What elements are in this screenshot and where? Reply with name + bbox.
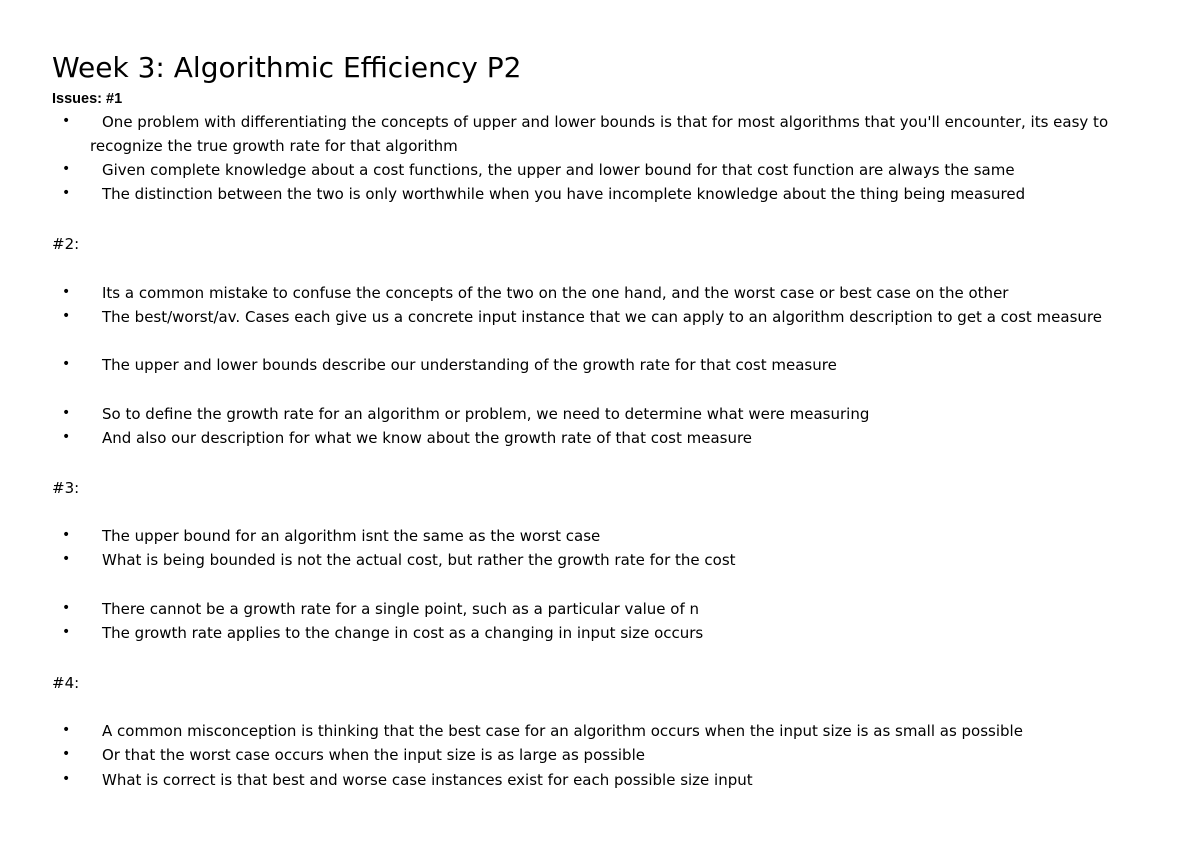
list-item — [52, 719, 1132, 743]
bullet-icon: • — [62, 600, 71, 616]
list-item — [52, 281, 1132, 305]
list-item — [52, 353, 1132, 377]
list-item-text: What is correct is that best and worse case instances exist for each possible size input — [102, 771, 753, 789]
list-item-text: The distinction between the two is only worthwhile when you have incomplete knowledge about the thing being measured — [102, 185, 1026, 203]
bullet-icon: • — [62, 771, 71, 787]
bullet-icon: • — [62, 356, 71, 372]
list-item-text: A common misconception is thinking that the best case for an algorithm occurs when the input size is as small as possible — [102, 722, 1023, 740]
bullet-icon: • — [62, 308, 71, 324]
section-label: #4: — [52, 674, 80, 692]
list-item-text: Its a common mistake to confuse the concepts of the two on the one hand, and the worst case or best case on the other — [102, 284, 1009, 302]
list-item — [52, 768, 1132, 792]
bullet-icon: • — [62, 551, 71, 567]
bullet-icon: • — [62, 624, 71, 640]
bullet-icon: • — [62, 284, 71, 300]
list-item — [52, 182, 1132, 206]
list-item — [52, 524, 1132, 548]
bullet-icon: • — [62, 113, 71, 129]
list-item — [52, 402, 1132, 426]
list-item — [52, 597, 1132, 621]
list-item-text: The upper and lower bounds describe our understanding of the growth rate for that cost measure — [102, 356, 837, 374]
list-item — [52, 110, 1132, 158]
list-item-text: One problem with differentiating the concepts of upper and lower bounds is that for most algorithms that you'll encounter, its easy to recognize the true growth rate for that algorithm — [90, 113, 1109, 155]
bullet-icon: • — [62, 161, 71, 177]
list-item — [52, 548, 1132, 572]
bullet-icon: • — [62, 185, 71, 201]
list-item-text: Or that the worst case occurs when the input size is as large as possible — [102, 746, 645, 764]
list-item-text: The upper bound for an algorithm isnt the same as the worst case — [102, 527, 601, 545]
list-item-text: And also our description for what we know about the growth rate of that cost measure — [102, 429, 753, 447]
list-item-text: The best/worst/av. Cases each give us a concrete input instance that we can apply to an algorithm description to get a cost measure — [102, 308, 1102, 326]
list-item — [52, 621, 1132, 645]
bullet-icon: • — [62, 722, 71, 738]
list-item-text: There cannot be a growth rate for a single point, such as a particular value of n — [102, 600, 700, 618]
list-item-text: The growth rate applies to the change in cost as a changing in input size occurs — [102, 624, 704, 642]
list-item — [52, 426, 1132, 450]
section-label: #3: — [52, 479, 80, 497]
list-item-text: So to define the growth rate for an algorithm or problem, we need to determine what were measuring — [102, 405, 870, 423]
bullet-icon: • — [62, 429, 71, 445]
list-item-text: What is being bounded is not the actual cost, but rather the growth rate for the cost — [102, 551, 736, 569]
bullet-icon: • — [62, 405, 71, 421]
list-item — [52, 158, 1132, 182]
page-title: Week 3: Algorithmic Efficiency P2 — [52, 51, 522, 84]
issues-heading: Issues: #1 — [52, 91, 123, 107]
list-item — [52, 743, 1132, 767]
bullet-icon: • — [62, 746, 71, 762]
list-item-text: Given complete knowledge about a cost functions, the upper and lower bound for that cost function are always the same — [102, 161, 1015, 179]
section-label: #2: — [52, 235, 80, 253]
list-item — [52, 305, 1132, 329]
bullet-icon: • — [62, 527, 71, 543]
